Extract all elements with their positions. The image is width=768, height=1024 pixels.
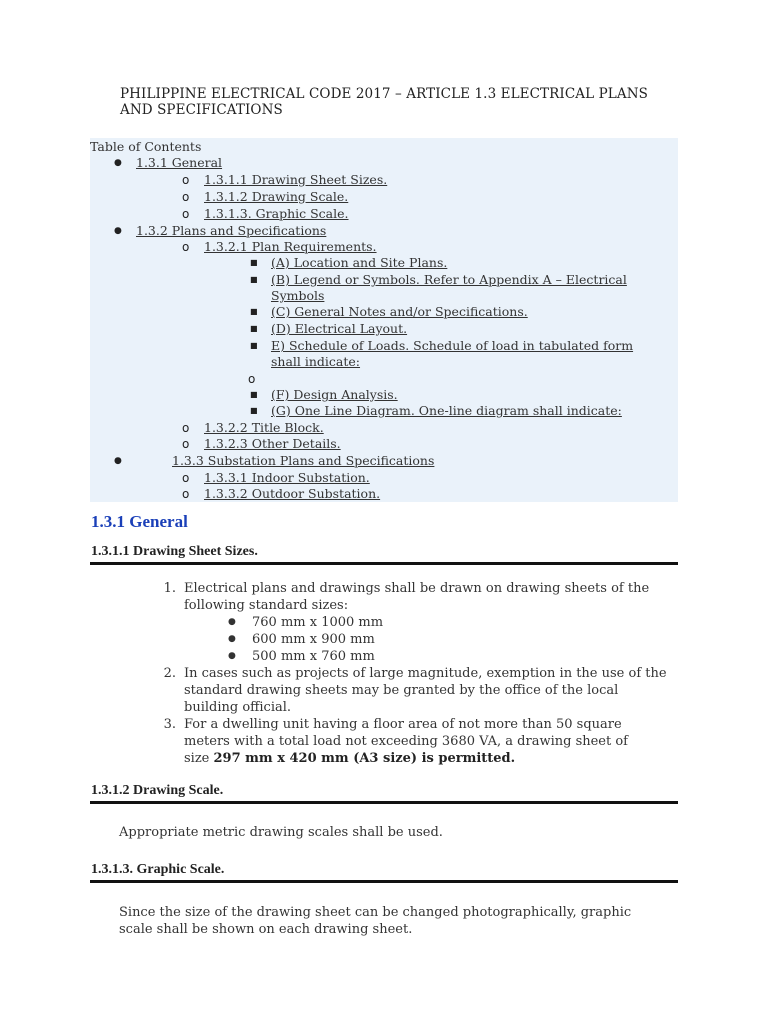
toc-link[interactable]: 1.3.1 General [136,155,223,170]
sheet-size-label: 500 mm x 760 mm [252,649,375,664]
paragraph-text: Appropriate metric drawing scales shall be used. [119,825,443,840]
circle-bullet-icon: o [182,487,190,501]
disc-bullet-icon: ● [114,226,122,236]
list-item-text: meters with a total load not exceeding 3680 VA, a drawing sheet of [184,734,628,749]
circle-bullet-icon: o [182,207,190,221]
disc-bullet-icon: ● [228,634,236,644]
list-item-text-bold: 297 mm x 420 mm (A3 size) is permitted. [213,751,516,766]
disc-bullet-icon: ● [114,456,122,466]
toc-link[interactable]: E) Schedule of Loads. Schedule of load in tabulated form [271,338,634,353]
square-bullet-icon: ■ [250,341,258,350]
sheet-size-label: 600 mm x 900 mm [252,632,375,647]
toc-link[interactable]: 1.3.1.3. Graphic Scale. [204,206,349,221]
disc-bullet-icon: ● [228,617,236,627]
toc-link[interactable]: 1.3.1.1 Drawing Sheet Sizes. [204,172,388,187]
square-bullet-icon: ■ [250,258,258,267]
circle-bullet-icon: o [182,190,190,204]
table-of-contents [90,138,678,502]
circle-bullet-icon: o [182,421,190,435]
sheet-size-label: 760 mm x 1000 mm [252,615,384,630]
square-bullet-icon: ■ [250,406,258,415]
circle-bullet-icon: o [182,437,190,451]
toc-link[interactable]: (A) Location and Site Plans. [271,255,448,270]
circle-bullet-icon: o [182,240,190,254]
list-item-text: For a dwelling unit having a floor area of not more than 50 square [184,717,622,732]
toc-link[interactable]: (C) General Notes and/or Specifications. [271,304,528,319]
square-bullet-icon: ■ [250,275,258,284]
list-number: 3. [163,717,176,732]
list-item-text: following standard sizes: [184,598,349,613]
toc-link[interactable]: (G) One Line Diagram. One-line diagram shall indicate: [271,403,622,418]
square-bullet-icon: ■ [250,307,258,316]
list-item-text: Electrical plans and drawings shall be drawn on drawing sheets of the [184,581,650,596]
list-item-text [184,750,515,767]
list-item-text: In cases such as projects of large magnitude, exemption in the use of the [184,666,667,681]
section-heading-drawing-sheet-sizes: 1.3.1.1 Drawing Sheet Sizes. [91,544,258,559]
toc-heading: Table of Contents [90,139,202,154]
toc-link[interactable]: 1.3.3.1 Indoor Substation. [204,470,370,485]
list-item-text: standard drawing sheets may be granted by the office of the local [184,683,619,698]
list-number: 2. [163,666,176,681]
list-item-text-prefix: size [184,751,214,766]
toc-link[interactable]: Symbols [271,288,325,303]
toc-link[interactable]: 1.3.3 Substation Plans and Specifications [172,453,435,468]
document-title: PHILIPPINE ELECTRICAL CODE 2017 – ARTICLE 1.3 ELECTRICAL PLANS AND SPECIFICATIONS [120,86,648,118]
toc-link[interactable]: shall indicate: [271,354,361,369]
circle-bullet-icon: o [182,173,190,187]
toc-link[interactable]: (B) Legend or Symbols. Refer to Appendix A – Electrical [271,272,627,287]
toc-link[interactable]: 1.3.2 Plans and Specifications [136,223,327,238]
toc-link[interactable]: 1.3.1.2 Drawing Scale. [204,189,349,204]
circle-bullet-icon: o [182,471,190,485]
list-number: 1. [163,581,176,596]
toc-link[interactable]: (F) Design Analysis. [271,387,398,402]
paragraph-text: Since the size of the drawing sheet can be changed photographically, graphic [119,905,632,920]
section-heading-general: 1.3.1 General [91,512,188,531]
section-divider [90,562,678,565]
toc-link[interactable]: 1.3.2.2 Title Block. [204,420,324,435]
paragraph-text: scale shall be shown on each drawing sheet. [119,922,413,937]
toc-link[interactable]: (D) Electrical Layout. [271,321,408,336]
circle-bullet-icon: o [248,372,256,386]
toc-link[interactable]: 1.3.2.1 Plan Requirements. [204,239,377,254]
disc-bullet-icon: ● [114,158,122,168]
toc-link[interactable]: 1.3.3.2 Outdoor Substation. [204,486,381,501]
square-bullet-icon: ■ [250,324,258,333]
section-divider [90,801,678,804]
section-heading-drawing-scale: 1.3.1.2 Drawing Scale. [91,783,224,798]
disc-bullet-icon: ● [228,651,236,661]
toc-link[interactable]: 1.3.2.3 Other Details. [204,436,341,451]
list-item-text: building official. [184,700,292,715]
section-divider [90,880,678,883]
section-heading-graphic-scale: 1.3.1.3. Graphic Scale. [91,862,225,877]
square-bullet-icon: ■ [250,390,258,399]
